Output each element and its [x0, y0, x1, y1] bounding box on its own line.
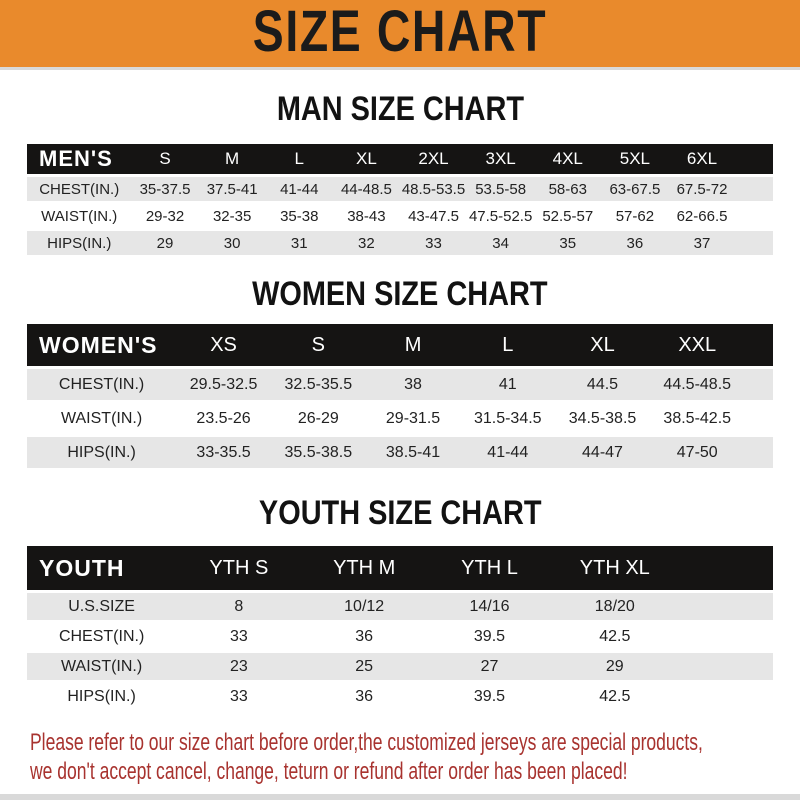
measurement-value: 67.5-72: [668, 177, 735, 201]
measurement-row: [27, 623, 773, 650]
women-section-title: WOMEN SIZE CHART: [252, 275, 548, 313]
measurement-label: U.S.SIZE: [27, 593, 176, 620]
measurement-value: 29-32: [131, 204, 198, 228]
size-column-header: YTH XL: [552, 546, 677, 590]
measurement-label: HIPS(IN.): [27, 231, 131, 255]
header-filler: [745, 324, 773, 366]
measurement-value: 25: [302, 653, 427, 680]
size-column-header: 6XL: [668, 144, 735, 174]
row-filler: [677, 593, 773, 620]
size-header-row: [27, 144, 773, 174]
measurement-value: 38: [366, 369, 461, 400]
row-filler: [677, 653, 773, 680]
measurement-value: 41-44: [266, 177, 333, 201]
measurement-value: 35: [534, 231, 601, 255]
row-filler: [736, 204, 773, 228]
measurement-row: [27, 653, 773, 680]
measurement-value: 43-47.5: [400, 204, 467, 228]
youth-section-title: YOUTH SIZE CHART: [258, 494, 542, 532]
bottom-edge-strip: [0, 794, 800, 800]
measurement-value: 29: [552, 653, 677, 680]
table-group-label: WOMEN'S: [27, 324, 176, 366]
measurement-value: 62-66.5: [668, 204, 735, 228]
measurement-row: [27, 369, 773, 400]
youth-size-section: [0, 494, 800, 713]
measurement-value: 29.5-32.5: [176, 369, 271, 400]
row-filler: [736, 177, 773, 201]
header-filler: [736, 144, 773, 174]
measurement-label: WAIST(IN.): [27, 403, 176, 434]
measurement-value: 14/16: [427, 593, 552, 620]
row-filler: [736, 231, 773, 255]
measurement-value: 35.5-38.5: [271, 437, 366, 468]
disclaimer-line-1: Please refer to our size chart before order,the customized jerseys are special products,: [30, 729, 703, 756]
size-column-header: M: [199, 144, 266, 174]
measurement-value: 47.5-52.5: [467, 204, 534, 228]
size-column-header: XXL: [650, 324, 745, 366]
measurement-value: 38.5-42.5: [650, 403, 745, 434]
measurement-value: 38-43: [333, 204, 400, 228]
measurement-value: 33: [176, 683, 301, 710]
size-column-header: 5XL: [601, 144, 668, 174]
women-size-table: [27, 321, 773, 471]
men-size-table: [27, 141, 773, 258]
measurement-row: [27, 437, 773, 468]
header-filler: [677, 546, 773, 590]
size-column-header: XL: [333, 144, 400, 174]
measurement-value: 29: [131, 231, 198, 255]
measurement-value: 35-37.5: [131, 177, 198, 201]
measurement-value: 41-44: [460, 437, 555, 468]
measurement-value: 48.5-53.5: [400, 177, 467, 201]
measurement-value: 41: [460, 369, 555, 400]
measurement-value: 37: [668, 231, 735, 255]
measurement-value: 18/20: [552, 593, 677, 620]
measurement-value: 31: [266, 231, 333, 255]
table-group-label: MEN'S: [27, 144, 131, 174]
measurement-row: [27, 403, 773, 434]
disclaimer-line-2: we don't accept cancel, change, teturn or refund after order has been placed!: [30, 758, 628, 785]
row-filler: [677, 683, 773, 710]
measurement-value: 34: [467, 231, 534, 255]
measurement-label: WAIST(IN.): [27, 653, 176, 680]
measurement-value: 31.5-34.5: [460, 403, 555, 434]
row-filler: [745, 437, 773, 468]
measurement-row: [27, 593, 773, 620]
men-size-section: [0, 90, 800, 258]
banner-title: SIZE CHART: [252, 0, 548, 64]
measurement-value: 57-62: [601, 204, 668, 228]
measurement-value: 52.5-57: [534, 204, 601, 228]
size-column-header: YTH L: [427, 546, 552, 590]
measurement-value: 8: [176, 593, 301, 620]
youth-size-table: [27, 543, 773, 713]
measurement-label: HIPS(IN.): [27, 683, 176, 710]
size-column-header: 4XL: [534, 144, 601, 174]
measurement-value: 34.5-38.5: [555, 403, 650, 434]
measurement-value: 38.5-41: [366, 437, 461, 468]
measurement-value: 53.5-58: [467, 177, 534, 201]
measurement-value: 39.5: [427, 683, 552, 710]
measurement-value: 35-38: [266, 204, 333, 228]
size-header-row: [27, 324, 773, 366]
measurement-label: WAIST(IN.): [27, 204, 131, 228]
measurement-value: 23: [176, 653, 301, 680]
measurement-value: 42.5: [552, 623, 677, 650]
measurement-label: HIPS(IN.): [27, 437, 176, 468]
row-filler: [745, 369, 773, 400]
measurement-value: 44-47: [555, 437, 650, 468]
measurement-value: 44.5: [555, 369, 650, 400]
measurement-value: 30: [199, 231, 266, 255]
measurement-value: 58-63: [534, 177, 601, 201]
measurement-value: 42.5: [552, 683, 677, 710]
measurement-value: 10/12: [302, 593, 427, 620]
order-disclaimer: [30, 728, 800, 786]
table-group-label: YOUTH: [27, 546, 176, 590]
measurement-value: 33-35.5: [176, 437, 271, 468]
women-size-section: [0, 275, 800, 471]
measurement-value: 39.5: [427, 623, 552, 650]
measurement-label: CHEST(IN.): [27, 369, 176, 400]
measurement-row: [27, 683, 773, 710]
size-column-header: YTH M: [302, 546, 427, 590]
measurement-value: 32: [333, 231, 400, 255]
measurement-value: 36: [302, 683, 427, 710]
row-filler: [745, 403, 773, 434]
size-column-header: S: [131, 144, 198, 174]
measurement-value: 27: [427, 653, 552, 680]
size-column-header: S: [271, 324, 366, 366]
measurement-value: 32-35: [199, 204, 266, 228]
size-column-header: L: [460, 324, 555, 366]
measurement-value: 37.5-41: [199, 177, 266, 201]
measurement-row: [27, 177, 773, 201]
measurement-value: 47-50: [650, 437, 745, 468]
size-chart-banner: [0, 0, 800, 70]
size-header-row: [27, 546, 773, 590]
measurement-value: 26-29: [271, 403, 366, 434]
measurement-value: 33: [400, 231, 467, 255]
size-column-header: XL: [555, 324, 650, 366]
measurement-value: 33: [176, 623, 301, 650]
measurement-value: 36: [302, 623, 427, 650]
measurement-value: 44-48.5: [333, 177, 400, 201]
men-section-title: MAN SIZE CHART: [276, 90, 524, 128]
measurement-label: CHEST(IN.): [27, 623, 176, 650]
size-column-header: YTH S: [176, 546, 301, 590]
size-column-header: M: [366, 324, 461, 366]
size-column-header: L: [266, 144, 333, 174]
measurement-row: [27, 204, 773, 228]
measurement-label: CHEST(IN.): [27, 177, 131, 201]
measurement-value: 29-31.5: [366, 403, 461, 434]
size-column-header: XS: [176, 324, 271, 366]
size-column-header: 2XL: [400, 144, 467, 174]
row-filler: [677, 623, 773, 650]
measurement-value: 32.5-35.5: [271, 369, 366, 400]
measurement-value: 36: [601, 231, 668, 255]
measurement-row: [27, 231, 773, 255]
measurement-value: 23.5-26: [176, 403, 271, 434]
measurement-value: 44.5-48.5: [650, 369, 745, 400]
size-column-header: 3XL: [467, 144, 534, 174]
measurement-value: 63-67.5: [601, 177, 668, 201]
